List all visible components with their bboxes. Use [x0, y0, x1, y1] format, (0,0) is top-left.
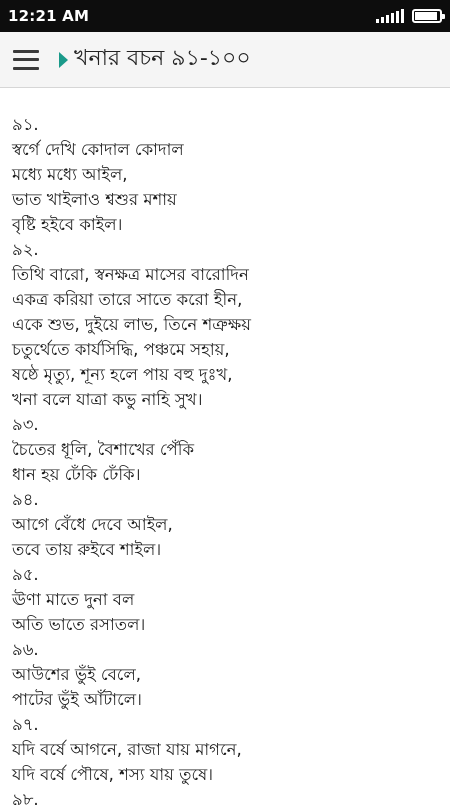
verse-line: ধান হয় ঢেঁকি ঢেঁকি। — [12, 465, 141, 484]
status-bar — [0, 0, 450, 32]
battery-icon — [412, 9, 442, 23]
verse-line: তিথি বারো, স্বনক্ষত্র মাসের বারোদিন — [12, 265, 249, 284]
verse-line: পাটের ভুঁই আঁটালে। — [12, 690, 142, 709]
verse-line: বৃষ্টি হইবে কাইল। — [12, 215, 123, 234]
verse-line: ভাত খাইলাও শ্বশুর মশায় — [12, 190, 177, 209]
verse-line: ৯৬. — [12, 640, 39, 659]
verse-line: ৯২. — [12, 240, 39, 259]
verse-line: চৈতের ধূলি, বৈশাখের পেঁকি — [12, 440, 195, 459]
status-time: 12:21 AM — [8, 7, 90, 25]
verse-line: ৯১. — [12, 115, 39, 134]
verse-line: আউশের ভুঁই বেলে, — [12, 665, 141, 684]
verse-line: যদি বর্ষে আগনে, রাজা যায় মাগনে, — [12, 740, 242, 759]
page-title: খনার বচন ৯১-১০০ — [74, 46, 251, 71]
verse-line: অতি ভাতে রসাতল। — [12, 615, 146, 634]
verse-line: চতুর্থেতে কার্যসিদ্ধি, পঞ্চমে সহায়, — [12, 340, 230, 359]
status-icons — [376, 9, 442, 23]
verse-line: ষষ্ঠে মৃত্যু, শূন্য হলে পায় বহু দুঃখ, — [12, 365, 233, 384]
signal-icon — [376, 9, 404, 23]
verse-line: তবে তায় রুইবে শাইল। — [12, 540, 162, 559]
hamburger-menu-icon[interactable] — [13, 50, 39, 70]
verse-line: যদি বর্ষে পৌষে, শস্য যায় তুষে। — [12, 765, 214, 784]
verse-line: ৯৭. — [12, 715, 39, 734]
verse-content — [12, 112, 442, 812]
verse-line: স্বর্গে দেখি কোদাল কোদাল — [12, 140, 184, 159]
verse-line: ৯৫. — [12, 565, 39, 584]
battery-level — [415, 12, 437, 20]
verse-line: ঊণা মাতে দুনা বল — [12, 590, 135, 609]
verse-line: মধ্যে মধ্যে আইল, — [12, 165, 128, 184]
verse-line: আগে বেঁধে দেবে আইল, — [12, 515, 173, 534]
verse-line: একে শুভ, দুইয়ে লাভ, তিনে শত্রুক্ষয় — [12, 315, 251, 334]
app-bar — [0, 32, 450, 88]
verse-line: ৯৩. — [12, 415, 39, 434]
verse-line: একত্র করিয়া তারে সাতে করো হীন, — [12, 290, 243, 309]
verse-line: খনা বলে যাত্রা কভু নাহি সুখ। — [12, 390, 203, 409]
verse-line: ৯৪. — [12, 490, 39, 509]
verse-line: ৯৮. — [12, 790, 39, 809]
play-arrow-icon — [59, 52, 68, 68]
